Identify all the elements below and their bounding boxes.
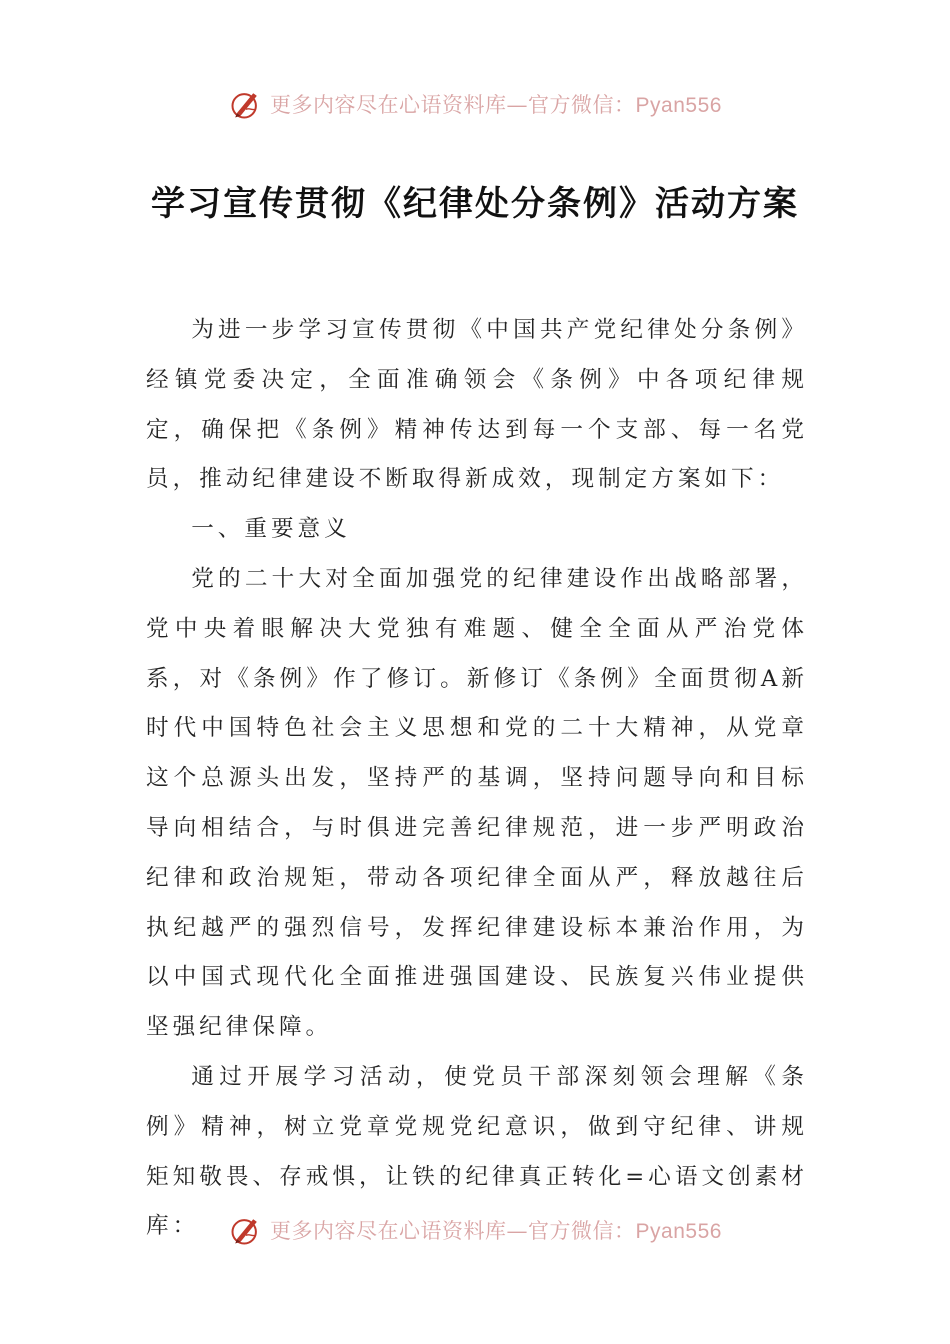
wechat-id: Pyan556	[635, 1220, 722, 1243]
paragraph-significance: 党的二十大对全面加强党的纪律建设作出战略部署，党中央着眼解决大党独有难题、健全全面从严治党体系，对《条例》作了修订。新修订《条例》全面贯彻A新时代中国特色社会主义思想和党的二十大精神，从党章这个总源头出发，坚持严的基调，坚持问题导向和目标导向相结合，与时俱进完善纪律规范，进一步严明政治纪律和政治规矩，带动各项纪律全面从严，释放越往后执纪越严的强烈信号，发挥纪律建设标本兼治作用，为以中国式现代化全面推进强国建设、民族复兴伟业提供坚强纪律保障。	[146, 565, 808, 1041]
section-heading: 一、重要意义	[191, 516, 351, 543]
paragraph-intro: 为进一步学习宣传贯彻《中国共产党纪律处分条例》经镇党委决定，全面准确领会《条例》中各项纪律规定，确保把《条例》精神传达到每一个支部、每一名党员，推动纪律建设不断取得新成效，现制定方案如下：	[146, 317, 808, 493]
document-body	[146, 306, 808, 1252]
watermark-text: 更多内容尽在心语资料库—官方微信：Pyan556	[270, 93, 722, 117]
footer-watermark	[0, 1210, 950, 1250]
document-title: 学习宣传贯彻《纪律处分条例》活动方案	[151, 184, 799, 224]
paragraph-goal: 通过开展学习活动，使党员干部深刻领会理解《条例》精神，树立党章党规党纪意识，做到守纪律、讲规矩知敬畏、存戒惧，让铁的纪律真正转化=心语文创素材库：	[146, 1063, 808, 1240]
pen-circle-logo-icon	[228, 1212, 264, 1248]
wechat-id: Pyan556	[635, 94, 722, 117]
pen-circle-logo-icon	[228, 86, 264, 122]
watermark-text: 更多内容尽在心语资料库—官方微信：Pyan556	[270, 1219, 722, 1243]
header-watermark	[0, 84, 950, 124]
